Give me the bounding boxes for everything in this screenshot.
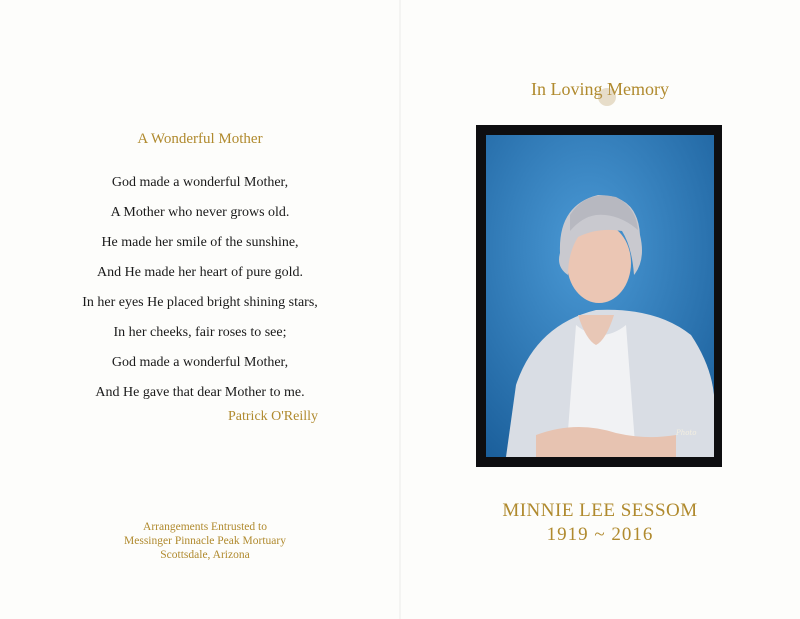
poem-line: God made a wonderful Mother, [111,355,289,370]
memorial-heading: In Loving Memory [531,79,669,99]
poem-title: A Wonderful Mother [137,131,263,147]
poem-line: A Mother who never grows old. [110,205,290,220]
portrait-illustration [486,135,714,457]
photo-frame [476,125,722,467]
poem-line: In her cheeks, fair roses to see; [113,325,287,340]
portrait-photo [486,135,714,457]
life-dates: 1919 ~ 2016 [546,524,654,545]
arrangements-line: Messinger Pinnacle Peak Mortuary [124,535,286,547]
poem-line: And He made her heart of pure gold. [96,265,304,280]
poem-author: Patrick O'Reilly [228,409,319,424]
poem-line: He made her smile of the sunshine, [101,235,299,250]
poem-line: In her eyes He placed bright shining stars, [82,295,318,310]
poem [0,172,400,412]
svg-text:Photo: Photo [676,429,697,437]
paper-stain [598,88,616,106]
arrangements-notice [60,520,350,562]
deceased-name: MINNIE LEE SESSOM [502,500,698,521]
arrangements-line: Scottsdale, Arizona [160,549,250,561]
arrangements-line: Arrangements Entrusted to [143,521,267,533]
poem-line: God made a wonderful Mother, [111,175,289,190]
poem-line: And He gave that dear Mother to me. [95,385,305,400]
right-panel [400,0,800,619]
